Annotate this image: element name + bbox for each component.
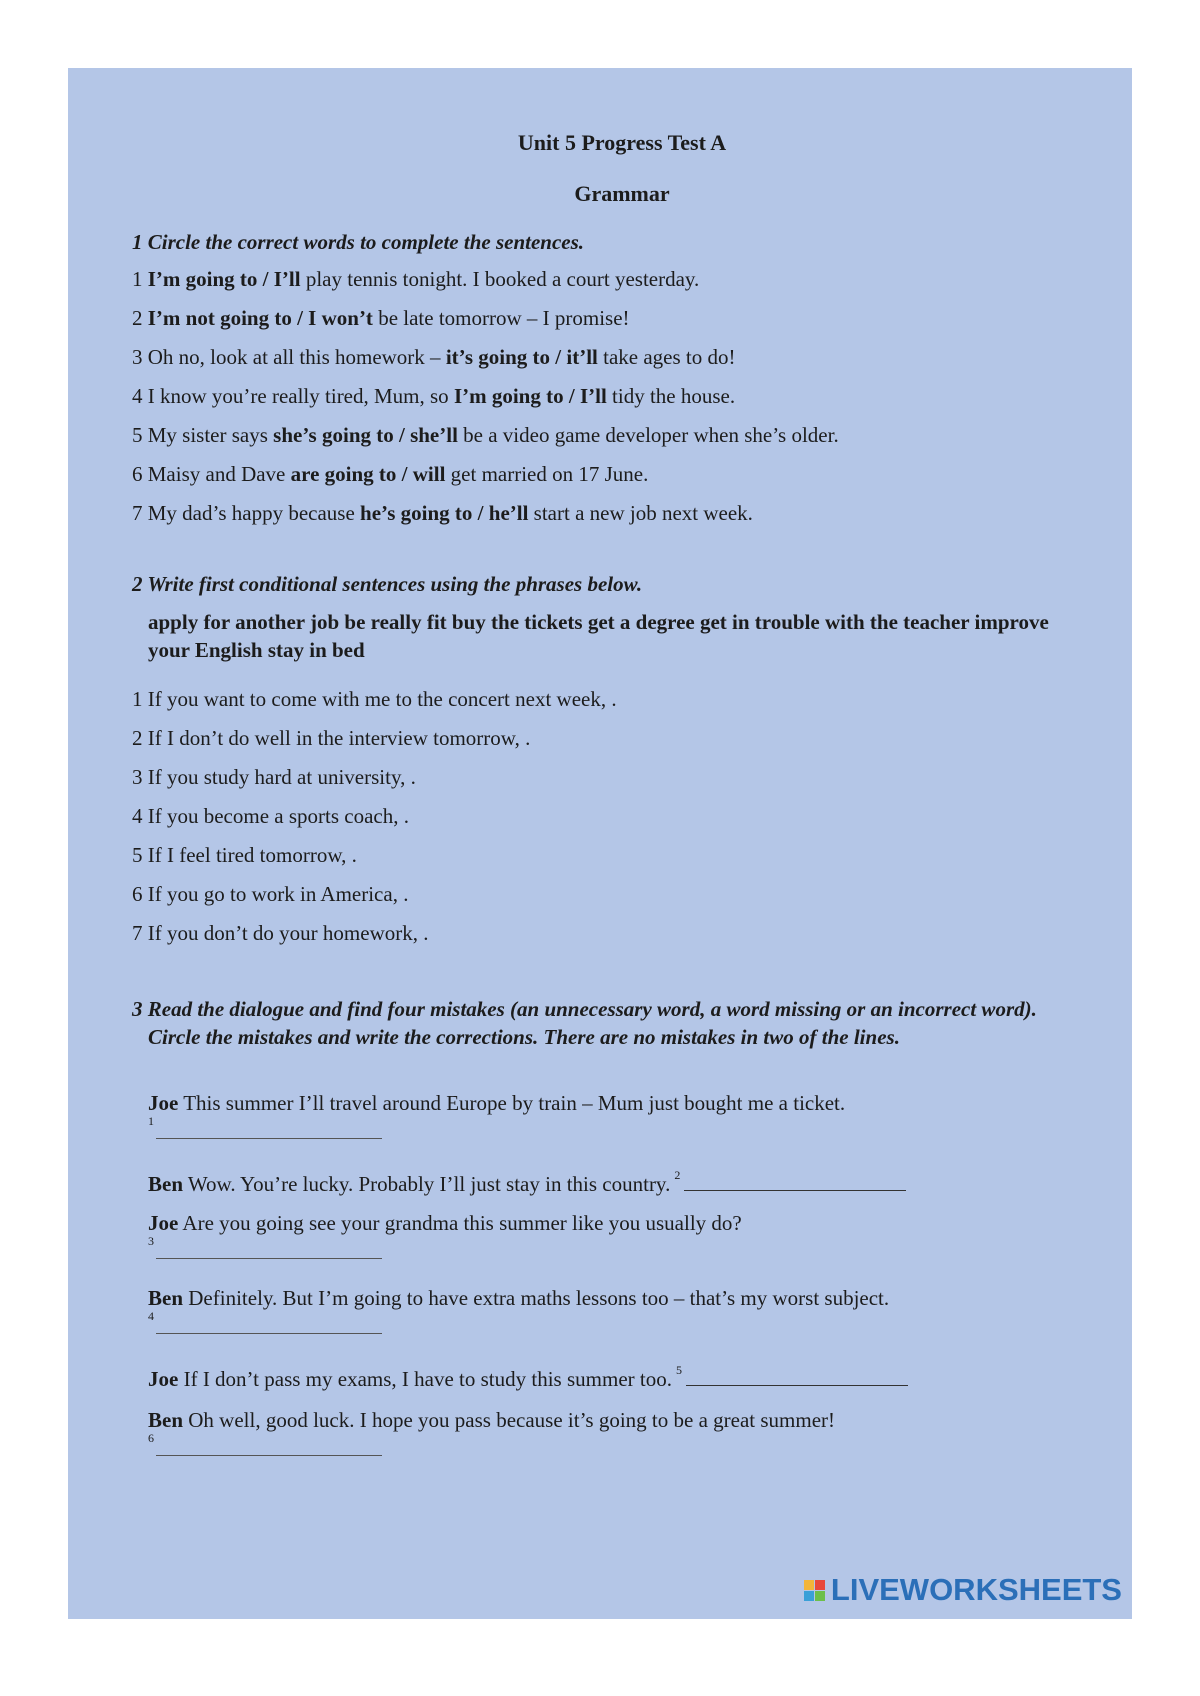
choice-options[interactable]: she’s going to / she’ll: [273, 423, 458, 447]
choice-options[interactable]: I’m going to / I’ll: [453, 384, 607, 408]
dialogue-line: Ben Definitely. But I’m going to have extra maths lessons too – that’s my worst subject.: [148, 1286, 890, 1310]
speaker-name: Joe: [148, 1367, 179, 1391]
blank-number: 5: [675, 1363, 682, 1377]
exercise-2-instruction: 2 Write first conditional sentences using the phrases below.: [132, 572, 643, 596]
blank-number: 1: [148, 1114, 154, 1128]
exercise-1-item: 5 My sister says she’s going to / she’ll be a video game developer when she’s older.: [132, 423, 839, 447]
exercise-2-item[interactable]: 6 If you go to work in America, .: [132, 882, 409, 906]
speaker-name: Ben: [148, 1286, 184, 1310]
speaker-name: Ben: [148, 1172, 184, 1196]
worksheet-page: [68, 68, 1132, 1619]
answer-blank[interactable]: [684, 1172, 906, 1191]
exercise-2-item[interactable]: 5 If I feel tired tomorrow, .: [132, 843, 357, 867]
blank-number: 6: [148, 1431, 154, 1445]
exercise-1-instruction: 1 Circle the correct words to complete the sentences.: [132, 230, 585, 254]
blank-number: 3: [148, 1234, 154, 1248]
dialogue-line: Ben Wow. You’re lucky. Probably I’ll just stay in this country. $^2$: [148, 1172, 906, 1197]
exercise-2-item[interactable]: 3 If you study hard at university, .: [132, 765, 416, 789]
dialogue-line: Ben Oh well, good luck. I hope you pass because it’s going to be a great summer!: [148, 1408, 836, 1432]
exercise-2-item[interactable]: 1 If you want to come with me to the concert next week, .: [132, 687, 617, 711]
phrase-bank: apply for another job be really fit buy the tickets get a degree get in trouble with the teacher improve your English stay in bed: [148, 610, 1049, 662]
exercise-3-instruction: 3 Read the dialogue and find four mistakes (an unnecessary word, a word missing or an incorrect word). Circle the mistakes and write the corrections. There are no mistakes in two of the lines.: [132, 997, 1037, 1049]
exercise-1-item: 7 My dad’s happy because he’s going to / he’ll start a new job next week.: [132, 501, 753, 525]
blank-number: 4: [148, 1309, 154, 1323]
exercise-1-item: 2 I’m not going to / I won’t be late tomorrow – I promise!: [132, 306, 630, 330]
answer-blank[interactable]: [686, 1367, 908, 1386]
section-heading-grammar: Grammar: [574, 181, 670, 206]
dialogue-line: Joe Are you going see your grandma this summer like you usually do?: [148, 1211, 742, 1235]
speaker-name: Ben: [148, 1408, 184, 1432]
liveworksheets-logo: [804, 1572, 1122, 1608]
logo-text: LIVEWORKSHEETS: [830, 1572, 1122, 1607]
answer-blank[interactable]: [156, 1258, 382, 1259]
choice-options[interactable]: are going to / will: [290, 462, 446, 486]
speaker-name: Joe: [148, 1091, 179, 1115]
dialogue-line: Joe If I don’t pass my exams, I have to study this summer too. $^5$: [148, 1367, 908, 1392]
answer-blank[interactable]: [156, 1138, 382, 1139]
choice-options[interactable]: I’m not going to / I won’t: [147, 306, 373, 330]
logo-mark-icon: [804, 1580, 825, 1601]
exercise-1-item: 6 Maisy and Dave are going to / will get married on 17 June.: [132, 462, 649, 486]
exercise-1-item: 1 I’m going to / I’ll play tennis tonight. I booked a court yesterday.: [132, 267, 700, 291]
choice-options[interactable]: it’s going to / it’ll: [445, 345, 598, 369]
exercise-2-item[interactable]: 7 If you don’t do your homework, .: [132, 921, 429, 945]
exercise-1-item: 4 I know you’re really tired, Mum, so I’m going to / I’ll tidy the house.: [132, 384, 736, 408]
exercise-2-item[interactable]: 4 If you become a sports coach, .: [132, 804, 409, 828]
exercise-1-item: 3 Oh no, look at all this homework – it’s going to / it’ll take ages to do!: [132, 345, 736, 369]
answer-blank[interactable]: [156, 1455, 382, 1456]
page-title: Unit 5 Progress Test A: [517, 130, 727, 155]
answer-blank[interactable]: [156, 1333, 382, 1334]
exercise-2-item[interactable]: 2 If I don’t do well in the interview tomorrow, .: [132, 726, 531, 750]
speaker-name: Joe: [148, 1211, 179, 1235]
choice-options[interactable]: he’s going to / he’ll: [360, 501, 529, 525]
dialogue-line: Joe This summer I’ll travel around Europe by train – Mum just bought me a ticket.: [148, 1091, 846, 1115]
blank-number: 2: [674, 1168, 681, 1182]
choice-options[interactable]: I’m going to / I’ll: [147, 267, 301, 291]
